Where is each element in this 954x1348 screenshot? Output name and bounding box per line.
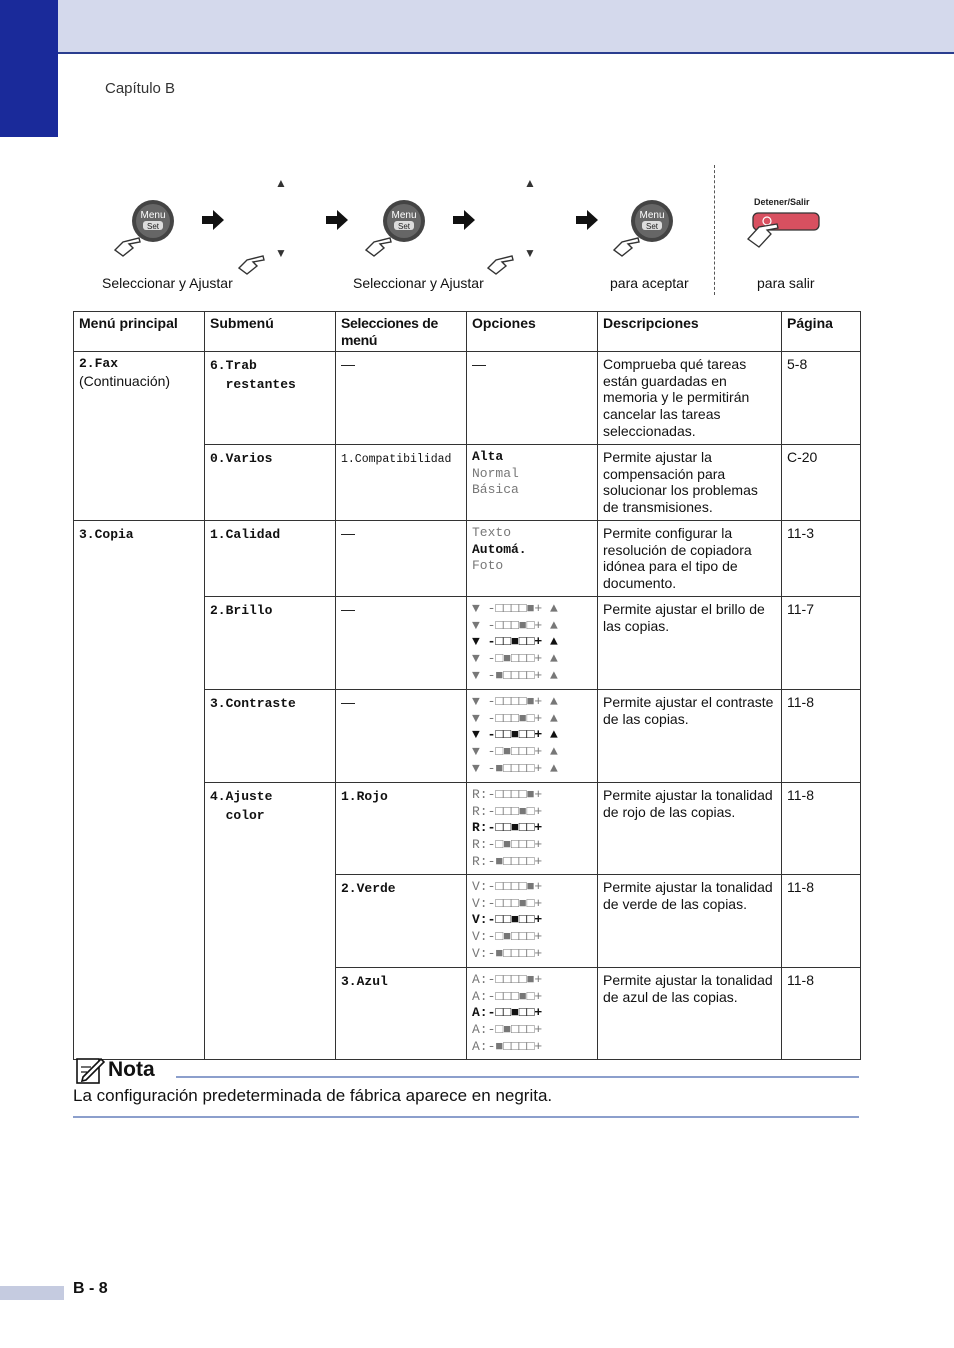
stop-exit-button-icon [747,211,821,249]
page-cell: 11-3 [782,521,861,597]
dashed-separator [714,165,715,295]
selection-cell: — [336,597,467,690]
page-cell: C-20 [782,445,861,521]
svg-text:Set: Set [397,222,411,231]
menu-table [73,311,861,1060]
options-cell: ▼ -□□□□■+ ▲ ▼ -□□□■□+ ▲ ▼ -□□■□□+ ▲ ▼ -□■□□□+ ▲ ▼ -■□□□□+ ▲ [467,597,598,690]
right-arrow-icon [453,210,475,230]
right-arrow-icon [326,210,348,230]
right-arrow-icon [576,210,598,230]
options-cell: A:-□□□□■+ A:-□□□■□+ A:-□□■□□+ A:-□■□□□+ A:-■□□□□+ [467,968,598,1060]
options-cell: ▼ -□□□□■+ ▲ ▼ -□□□■□+ ▲ ▼ -□□■□□+ ▲ ▼ -□■□□□+ ▲ ▼ -■□□□□+ ▲ [467,690,598,783]
note-divider [73,1116,859,1118]
column-header: Menú principal [74,312,205,352]
options-cell: — [467,352,598,445]
chapter-label: Capítulo B [105,80,176,97]
page-cell: 11-7 [782,597,861,690]
table-header-row [74,312,861,352]
selection-cell: — [336,352,467,445]
footer-band [0,1286,64,1300]
page-number: B - 8 [73,1280,108,1297]
svg-text:Set: Set [146,222,160,231]
page-cell: 11-8 [782,875,861,968]
chapter-tab [0,0,58,137]
options-cell: Texto Automá. Foto [467,521,598,597]
note-divider [176,1076,859,1078]
down-arrow-icon: ▼ [524,246,536,260]
page-cell: 5-8 [782,352,861,445]
selection-cell: 3.Azul [336,968,467,1060]
pointing-hand-icon [612,232,646,258]
svg-text:Menu: Menu [391,210,417,221]
description-cell: Permite ajustar el contraste de las copias. [598,690,782,783]
page-cell: 11-8 [782,968,861,1060]
table-row [74,352,861,445]
main-menu-cell: 3.Copia [74,521,205,1060]
description-cell: Permite ajustar la compensación para solucionar los problemas de transmisiones. [598,445,782,521]
options-cell: V:-□□□□■+ V:-□□□■□+ V:-□□■□□+ V:-□■□□□+ V:-■□□□□+ [467,875,598,968]
step-label-select-adjust: Seleccionar y Ajustar [102,275,233,291]
note-pencil-icon [75,1055,105,1085]
selection-cell: 1.Rojo [336,783,467,875]
selection-cell: 1.Compatibilidad [336,445,467,521]
up-arrow-icon: ▲ [275,176,287,190]
note-text: La configuración predeterminada de fábrica aparece en negrita. [73,1086,553,1105]
column-header: Opciones [467,312,598,352]
column-header: Página [782,312,861,352]
pointing-hand-icon [486,250,520,276]
note-title: Nota [108,1058,155,1081]
header-band [0,0,954,54]
description-cell: Permite ajustar la tonalidad de azul de las copias. [598,968,782,1060]
submenu-cell: 0.Varios [205,445,336,521]
description-cell: Permite ajustar el brillo de las copias. [598,597,782,690]
options-cell: Alta Normal Básica [467,445,598,521]
pointing-hand-icon [364,232,398,258]
step-label-select-adjust: Seleccionar y Ajustar [353,275,484,291]
svg-text:Menu: Menu [140,210,166,221]
selection-cell: — [336,690,467,783]
description-cell: Permite configurar la resolución de copiadora idónea para el tipo de documento. [598,521,782,597]
description-cell: Permite ajustar la tonalidad de rojo de las copias. [598,783,782,875]
description-cell: Permite ajustar la tonalidad de verde de las copias. [598,875,782,968]
main-menu-cell: 2.Fax (Continuación) [74,352,205,521]
step-label-exit: para salir [757,275,815,291]
pointing-hand-icon [113,232,147,258]
column-header: Selecciones de menú [336,312,467,352]
submenu-cell: 2.Brillo [205,597,336,690]
options-cell: R:-□□□□■+ R:-□□□■□+ R:-□□■□□+ R:-□■□□□+ R:-■□□□□+ [467,783,598,875]
page-cell: 11-8 [782,783,861,875]
selection-cell: 2.Verde [336,875,467,968]
stop-exit-caption: Detener/Salir [754,197,810,207]
right-arrow-icon [202,210,224,230]
svg-text:Menu: Menu [639,210,665,221]
up-arrow-icon: ▲ [524,176,536,190]
pointing-hand-icon [237,250,271,276]
submenu-cell: 1.Calidad [205,521,336,597]
column-header: Submenú [205,312,336,352]
submenu-cell: 3.Contraste [205,690,336,783]
down-arrow-icon: ▼ [275,246,287,260]
selection-cell: — [336,521,467,597]
description-cell: Comprueba qué tareas están guardadas en memoria y le permitirán cancelar las tareas seleccionadas. [598,352,782,445]
column-header: Descripciones [598,312,782,352]
page-cell: 11-8 [782,690,861,783]
submenu-cell: 4.Ajuste color [205,783,336,1060]
svg-text:Set: Set [645,222,659,231]
submenu-cell: 6.Trab restantes [205,352,336,445]
step-label-accept: para aceptar [610,275,689,291]
table-row [74,521,861,597]
